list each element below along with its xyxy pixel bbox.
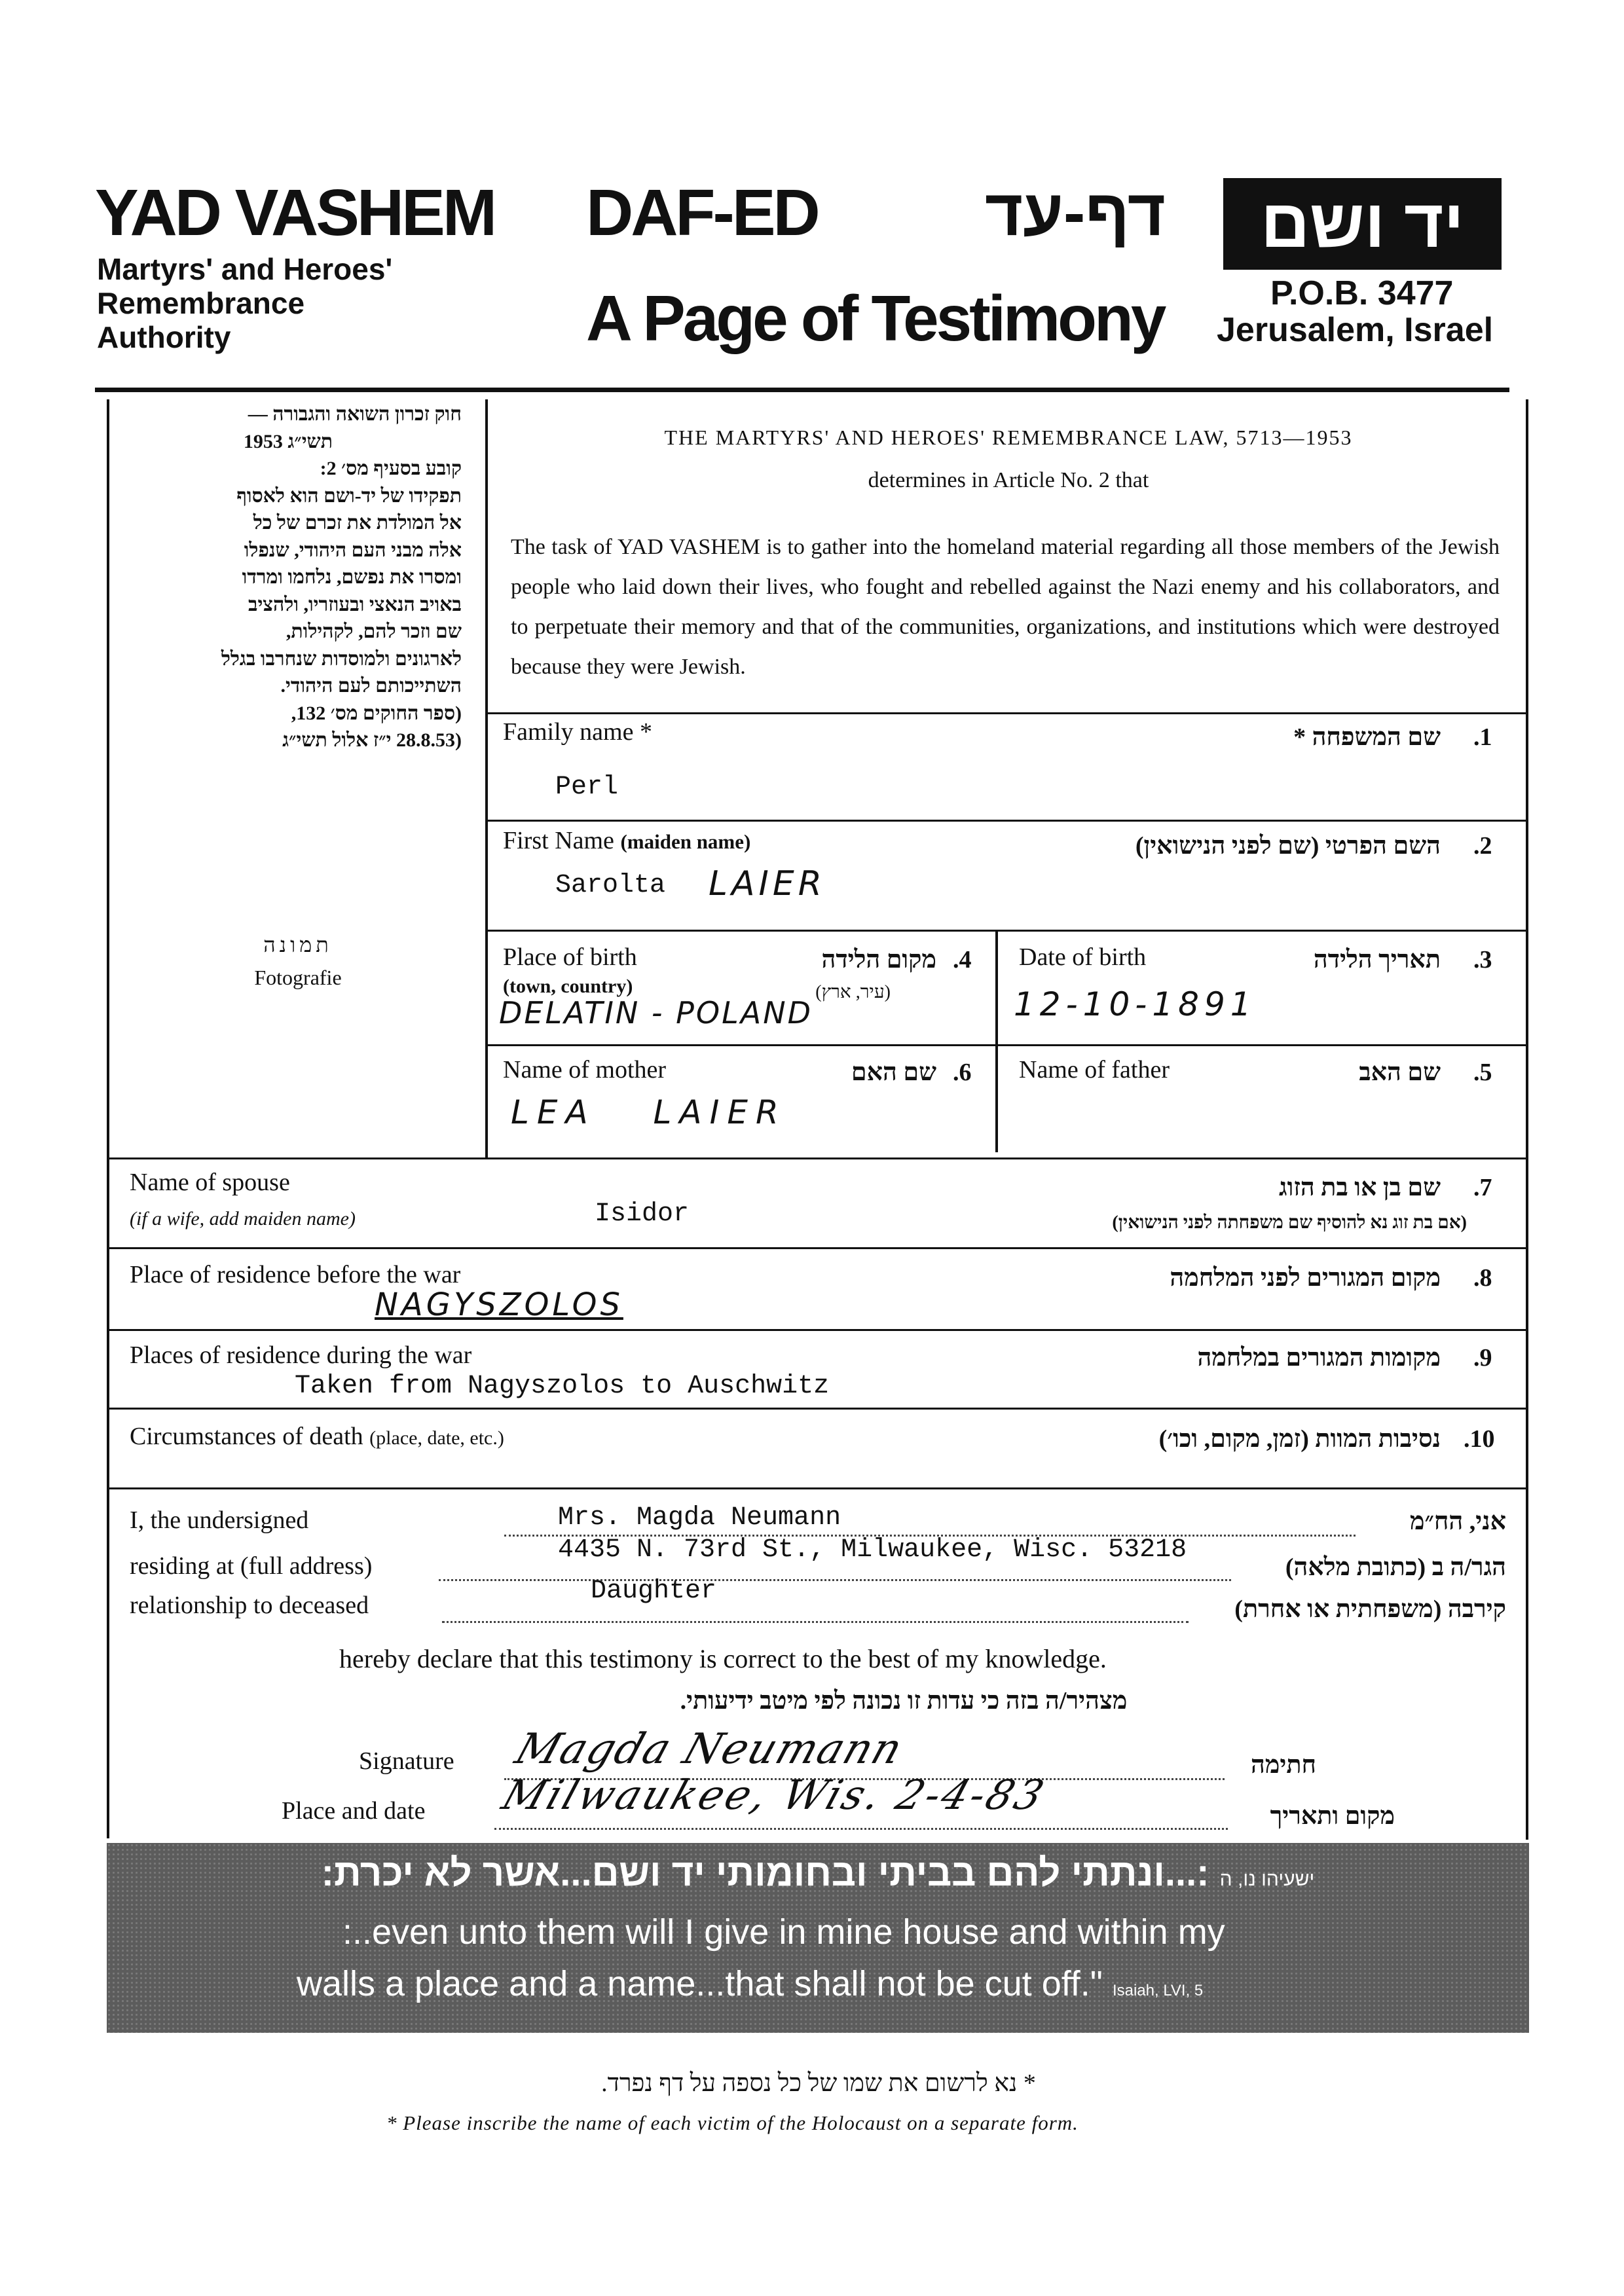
rule-5 — [107, 1247, 1526, 1249]
residence-during-hebrew: מקומות המגורים במלחמה — [1197, 1344, 1441, 1372]
residence-during-label: Places of residence during the war — [130, 1341, 472, 1369]
undersigned-label: I, the undersigned — [130, 1506, 309, 1534]
right-border — [1526, 399, 1528, 1840]
residence-during-value[interactable]: Taken from Nagyszolos to Auschwitz — [295, 1372, 830, 1401]
photo-label-hebrew: תמונה — [263, 933, 333, 957]
death-hebrew: נסיבות המוות (זמן, מקום, וכו׳) — [1158, 1425, 1441, 1453]
pob-address: P.O.B. 3477 — [1270, 274, 1454, 312]
org-subtitle: Martyrs' and Heroes' Remembrance Authority — [97, 252, 393, 354]
law-body: The task of YAD VASHEM is to gather into the homeland material regarding all those members of the Jewish people who laid down their lives, who fought and rebelled against the Nazi enemy and his collaborators, and to perpetuate their memory and that of the communities, organizations, and institutions which were destroyed because they were Jewish. — [511, 535, 1500, 679]
rule-4 — [107, 1157, 1526, 1159]
relationship-line — [442, 1621, 1189, 1623]
spouse-value[interactable]: Isidor — [595, 1199, 690, 1229]
first-name-number: .2 — [1473, 832, 1492, 860]
mother-value[interactable]: LEA LAIER — [511, 1093, 786, 1131]
place-of-birth-hebrew: מקום הלידה — [821, 946, 936, 974]
rule-law-bottom — [485, 712, 1526, 714]
residing-line — [439, 1579, 1231, 1581]
place-of-birth-note: (town, country) — [503, 975, 633, 997]
residence-during-number: .9 — [1473, 1344, 1492, 1372]
place-date-value[interactable]: Milwaukee, Wis. 2-4-83 — [496, 1771, 1052, 1819]
rule-2 — [485, 930, 1526, 932]
declaration-hebrew: מצהיר/ה בזה כי עדות זו נכונה לפי מיטב ידיעותי. — [680, 1687, 1128, 1715]
place-date-hebrew: מקום ותאריך — [1270, 1802, 1395, 1830]
header-rule — [95, 388, 1509, 392]
place-of-birth-number: .4 — [953, 946, 972, 974]
place-of-birth-hebrew-note: (עיר, ארץ) — [815, 982, 891, 1002]
signature-hebrew: חתימה — [1250, 1751, 1316, 1779]
spouse-hebrew-note: (אם בת זוג נא להוסיף שם משפחתה לפני הנישואין) — [1112, 1212, 1467, 1233]
signature-label: Signature — [359, 1747, 454, 1775]
family-name-label: Family name * — [503, 718, 652, 746]
spouse-note: (if a wife, add maiden name) — [130, 1208, 356, 1230]
footer-english-note: * Please inscribe the name of each victim of the Holocaust on a separate form. — [386, 2111, 1079, 2134]
residing-label: residing at (full address) — [130, 1552, 373, 1580]
relationship-value[interactable]: Daughter — [591, 1576, 717, 1606]
father-number: .5 — [1473, 1059, 1492, 1086]
page-title: A Page of Testimony — [586, 282, 1164, 354]
first-name-value[interactable]: Sarolta — [555, 871, 666, 900]
mother-label: Name of mother — [503, 1056, 667, 1084]
date-of-birth-number: .3 — [1473, 946, 1492, 974]
left-border — [107, 399, 109, 1159]
residence-before-number: .8 — [1473, 1264, 1492, 1292]
residing-hebrew: הגר/ה ב (כתובת מלאה) — [1285, 1554, 1506, 1581]
undersigned-value[interactable]: Mrs. Magda Neumann — [558, 1503, 841, 1533]
law-title: THE MARTYRS' AND HEROES' REMEMBRANCE LAW, 5713—1953 — [664, 426, 1353, 449]
city-address: Jerusalem, Israel — [1217, 311, 1494, 349]
family-name-value[interactable]: Perl — [555, 773, 619, 802]
relationship-label: relationship to deceased — [130, 1592, 369, 1619]
yad-vashem-logo: יד ושם — [1223, 178, 1502, 270]
spouse-label: Name of spouse — [130, 1169, 290, 1196]
footer-hebrew-note: * נא לרשום את שמו של כל נספה על דף נפרד. — [601, 2069, 1036, 2097]
family-name-hebrew: שם המשפחה * — [1293, 723, 1441, 751]
org-name: YAD VASHEM — [95, 176, 495, 249]
lower-left-border — [107, 1157, 109, 1838]
rule-3 — [485, 1044, 1526, 1046]
law-hebrew-text: חוק זכרון השואה והגבורה — תשי״ג 1953 קובע בסעיף מס׳ 2: תפקידו של יד-ושם הוא לאסוף אל המולדת את זכרם של כל אלה מבני העם היהודי, שנפלו ומסרו את נפשם, נלחמו ומרדו באויב הנאצי ובעוזריו, ולהציב שם וזכר להם, לקהילות, לארגונים ולמוסדות שנחרבו בגלל השתייכותם לעם היהודי. (ספר החוקים מס׳ 132, (28.8.53 י״ז אלול תשי״ג — [221, 403, 462, 751]
first-name-label: First Name (maiden name) — [503, 827, 751, 854]
mother-number: .6 — [953, 1059, 972, 1086]
place-date-line — [494, 1828, 1228, 1830]
place-date-label: Place and date — [282, 1797, 426, 1825]
rule-6 — [107, 1329, 1526, 1331]
death-label: Circumstances of death (place, date, etc.) — [130, 1423, 504, 1450]
place-of-birth-value[interactable]: DELATIN - POLAND — [499, 995, 813, 1030]
first-name-hebrew: השם הפרטי (שם לפני הנישואין) — [1135, 832, 1441, 860]
father-label: Name of father — [1019, 1056, 1170, 1084]
family-name-number: .1 — [1473, 723, 1492, 751]
spouse-number: .7 — [1473, 1174, 1492, 1201]
first-name-maiden-handwritten: LAIER — [709, 864, 826, 903]
signature-value[interactable]: Magda Neumann — [509, 1725, 910, 1774]
banner-english-line-2: walls a place and a name...that shall not be cut off." Isaiah, LVI, 5 — [297, 1964, 1204, 2003]
banner-hebrew-quote: ישעיהו נו, ה :...ונתתי להם בביתי ובחומותי יד ושם...אשר לא יכרת: — [321, 1851, 1315, 1894]
isaiah-banner — [107, 1843, 1529, 2033]
father-hebrew: שם האב — [1359, 1059, 1441, 1086]
law-subtitle: determines in Article No. 2 that — [868, 468, 1149, 492]
declaration-text: hereby declare that this testimony is correct to the best of my knowledge. — [339, 1644, 1107, 1673]
banner-english-line-1: :..even unto them will I give in mine house and within my — [342, 1912, 1225, 1952]
date-of-birth-value[interactable]: 12-10-1891 — [1014, 985, 1257, 1023]
spouse-hebrew: שם בן או בת הזוג — [1279, 1174, 1441, 1201]
relationship-hebrew: קירבה (משפחתית או אחרת) — [1234, 1595, 1506, 1623]
daf-ed-hebrew-title: דף-עד — [984, 176, 1166, 249]
undersigned-hebrew: אני, הח״מ — [1409, 1508, 1506, 1535]
date-of-birth-label: Date of birth — [1019, 943, 1147, 971]
daf-ed-title: DAF-ED — [586, 176, 818, 249]
photo-label: Fotografie — [254, 966, 342, 989]
birth-column-divider — [995, 930, 998, 1152]
rule-1 — [485, 820, 1526, 822]
residence-before-hebrew: מקום המגורים לפני המלחמה — [1170, 1264, 1441, 1292]
death-number: .10 — [1464, 1425, 1495, 1453]
residence-before-value[interactable]: NAGYSZOLOS — [375, 1286, 623, 1323]
rule-8 — [107, 1487, 1526, 1489]
address-value[interactable]: 4435 N. 73rd St., Milwaukee, Wisc. 53218 — [558, 1535, 1187, 1565]
rule-7 — [107, 1408, 1526, 1410]
place-of-birth-label: Place of birth — [503, 943, 637, 971]
residence-before-label: Place of residence before the war — [130, 1261, 461, 1288]
mother-hebrew: שם האם — [851, 1059, 936, 1086]
date-of-birth-hebrew: תאריך הלידה — [1313, 946, 1441, 974]
